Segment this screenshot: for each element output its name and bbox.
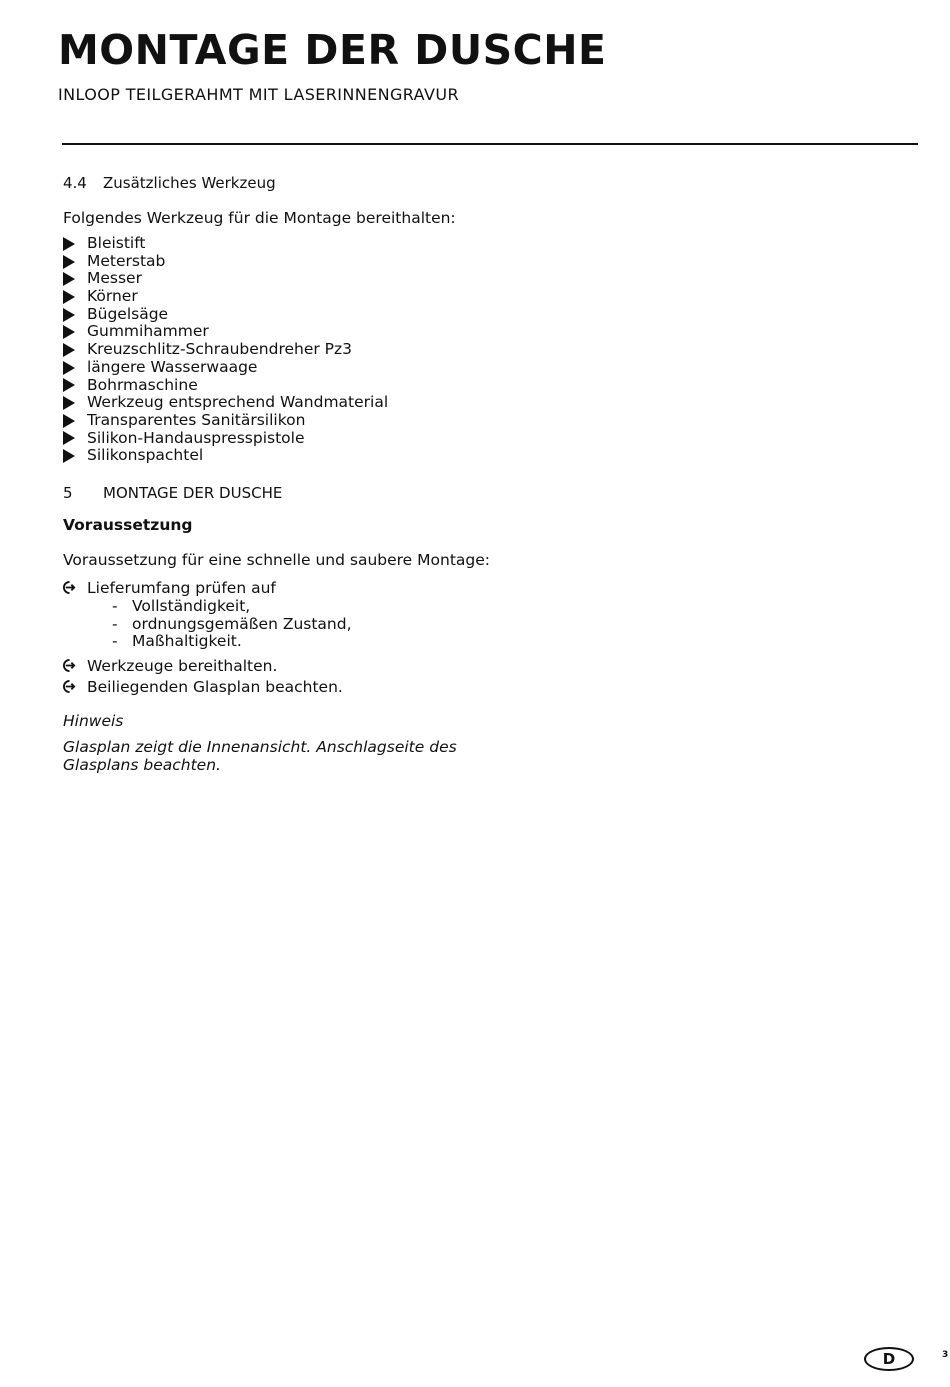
triangle-bullet-icon bbox=[63, 325, 75, 339]
check-sublist bbox=[87, 598, 352, 651]
tools-list bbox=[63, 235, 388, 465]
section-4-4-heading bbox=[63, 173, 276, 193]
list-item: längere Wasserwaage bbox=[63, 359, 388, 377]
list-item: Kreuzschlitz-Schraubendreher Pz3 bbox=[63, 341, 388, 359]
list-item: Silikonspachtel bbox=[63, 447, 388, 465]
list-item bbox=[63, 656, 352, 677]
list-item: - Maßhaltigkeit. bbox=[112, 632, 242, 651]
note-text: Glasplan zeigt die Innenansicht. Anschlagseite des Glasplans beachten. bbox=[63, 738, 457, 774]
list-item: Gummihammer bbox=[63, 323, 388, 341]
list-item bbox=[63, 677, 352, 698]
triangle-bullet-icon bbox=[63, 255, 75, 269]
language-badge: D bbox=[864, 1347, 914, 1371]
list-item: Bügelsäge bbox=[63, 306, 388, 324]
triangle-bullet-icon bbox=[63, 343, 75, 357]
step-text: Lieferumfang prüfen auf bbox=[87, 579, 276, 597]
circled-arrow-icon bbox=[63, 680, 76, 693]
list-item: Silikon-Handauspresspistole bbox=[63, 430, 388, 448]
list-item: Messer bbox=[63, 270, 388, 288]
circled-arrow-icon bbox=[63, 659, 76, 672]
list-item bbox=[63, 578, 352, 656]
triangle-bullet-icon bbox=[63, 290, 75, 304]
list-item: Transparentes Sanitärsilikon bbox=[63, 412, 388, 430]
section-number: 4.4 bbox=[63, 174, 87, 192]
circled-arrow-icon bbox=[63, 581, 76, 594]
list-item: Werkzeug entsprechend Wandmaterial bbox=[63, 394, 388, 412]
list-item: Bohrmaschine bbox=[63, 377, 388, 395]
prerequisite-intro: Voraussetzung für eine schnelle und saubere Montage: bbox=[63, 551, 490, 569]
header-divider bbox=[62, 143, 918, 145]
page-number: 3 bbox=[942, 1350, 949, 1360]
prerequisite-subheading: Voraussetzung bbox=[63, 516, 193, 534]
note-label: Hinweis bbox=[63, 712, 124, 730]
list-item: Bleistift bbox=[63, 235, 388, 253]
triangle-bullet-icon bbox=[63, 449, 75, 463]
step-text: Beiliegenden Glasplan beachten. bbox=[87, 678, 343, 696]
page-title: MONTAGE DER DUSCHE bbox=[58, 26, 607, 74]
triangle-bullet-icon bbox=[63, 431, 75, 445]
section-title: MONTAGE DER DUSCHE bbox=[103, 484, 283, 502]
list-item: Körner bbox=[63, 288, 388, 306]
triangle-bullet-icon bbox=[63, 237, 75, 251]
list-item: - Vollständigkeit, bbox=[112, 597, 251, 615]
list-item: - ordnungsgemäßen Zustand, bbox=[112, 614, 352, 633]
triangle-bullet-icon bbox=[63, 361, 75, 375]
tools-intro: Folgendes Werkzeug für die Montage bereithalten: bbox=[63, 209, 456, 227]
steps-list bbox=[63, 578, 352, 698]
triangle-bullet-icon bbox=[63, 272, 75, 286]
triangle-bullet-icon bbox=[63, 414, 75, 428]
section-number: 5 bbox=[63, 484, 73, 502]
triangle-bullet-icon bbox=[63, 378, 75, 392]
page-subtitle: INLOOP TEILGERAHMT MIT LASERINNENGRAVUR bbox=[58, 85, 459, 104]
triangle-bullet-icon bbox=[63, 396, 75, 410]
section-5-heading bbox=[63, 483, 282, 503]
list-item: Meterstab bbox=[63, 253, 388, 271]
triangle-bullet-icon bbox=[63, 308, 75, 322]
step-text: Werkzeuge bereithalten. bbox=[87, 657, 278, 675]
section-title: Zusätzliches Werkzeug bbox=[103, 174, 276, 192]
